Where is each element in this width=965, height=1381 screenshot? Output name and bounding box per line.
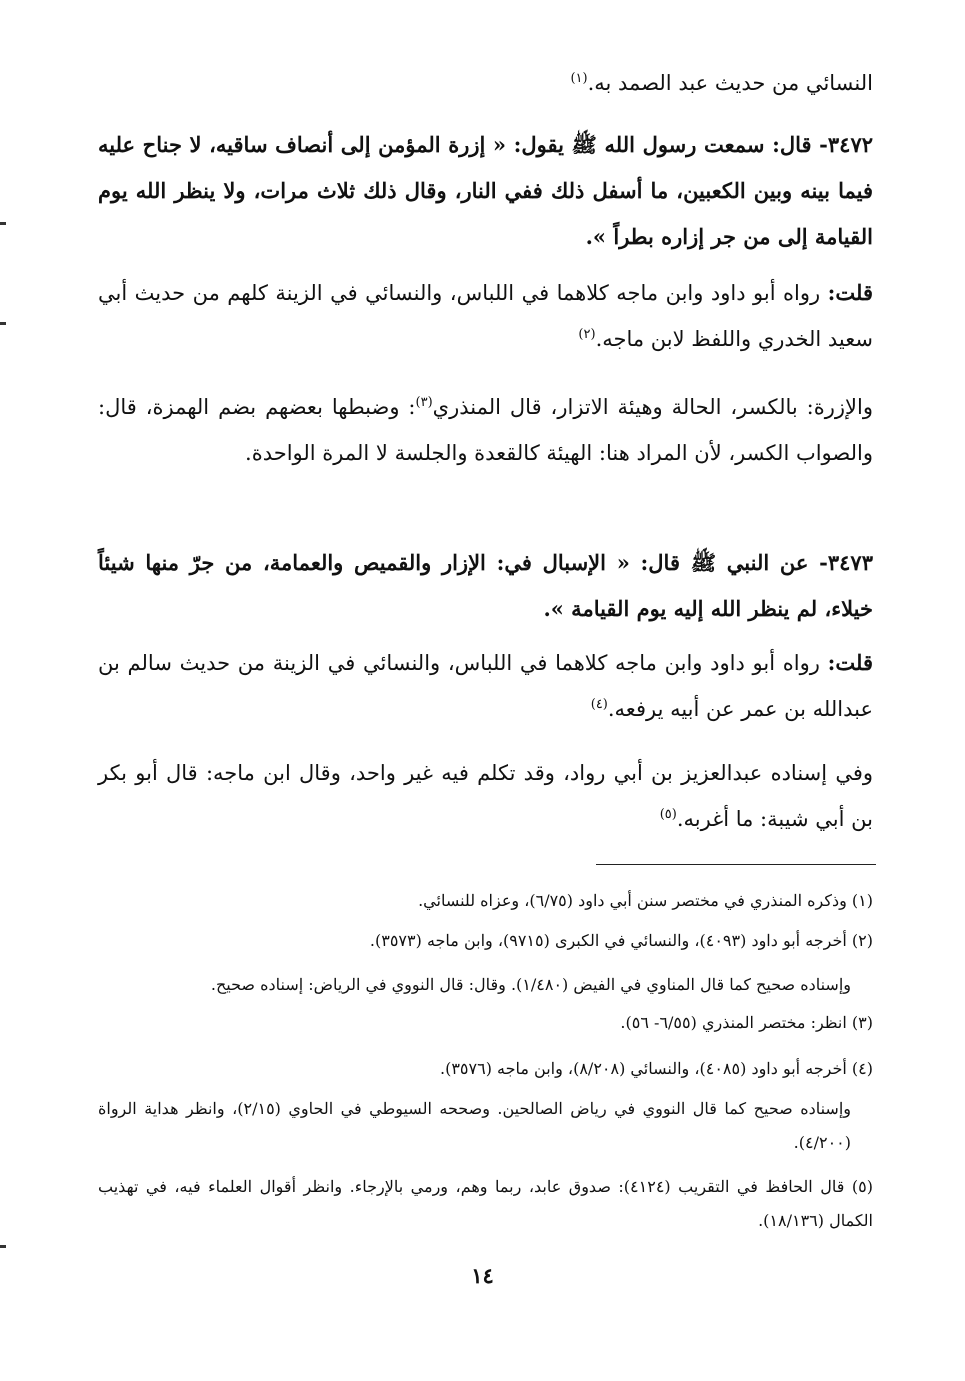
qultu-label: قلت: <box>827 650 873 675</box>
hadith-3472 <box>98 122 873 260</box>
isnad-note: وفي إسناده عبدالعزيز بن أبي رواد، وقد تكلم فيه غير واحد، وقال ابن ماجه: قال أبو بكر بن أبي شيبة: ما أغربه.$^{(٥)}$ <box>98 761 873 831</box>
footnote-ref-4: (٤) <box>590 697 608 712</box>
hadith-number: ٣٤٧٢- <box>819 132 874 157</box>
commentary-3472 <box>98 270 873 362</box>
commentary-text: رواه أبو داود وابن ماجه كلاهما في اللباس، والنسائي في الزينة من حديث سالم بن عبدالله بن عمر عن أبيه يرفعه. <box>98 651 873 721</box>
commentary-text: رواه أبو داود وابن ماجه كلاهما في اللباس، والنسائي في الزينة كلهم من حديث أبي سعيد الخدري واللفظ لابن ماجه. <box>98 281 873 351</box>
hadith-text: قال: سمعت رسول الله ﷺ يقول: « إزرة المؤمن إلى أنصاف ساقيه، لا جناح عليه فيما بينه وبين الكعبين، ما أسفل ذلك ففي النار، وقال ذلك ثلاث مرات، ولا ينظر الله يوم القيامة إلى من جر إزاره بطراً ». <box>98 132 873 249</box>
footnote-ref-1: (١) <box>570 71 588 86</box>
footnote-ref-2: (٢) <box>578 327 596 342</box>
footnote-4-note: وإسناده صحيح كما قال النووي في رياض الصالحين. وصححه السيوطي في الحاوي (٢/١٥)، وانظر هداية الرواة (٤/٢٠٠). <box>98 1099 852 1152</box>
paragraph-continuation: النسائي من حديث عبد الصمد به.$^{(١)}$ <box>570 71 873 95</box>
hadith-number: ٣٤٧٣- <box>819 550 873 575</box>
footnote-3: (٣) انظر: مختصر المنذري (٦/٥٥- ٥٦). <box>620 1013 873 1032</box>
footnote-4: (٤) أخرجه أبو داود (٤٠٨٥)، والنسائي (٨/٢٠٨)، وابن ماجه (٣٥٧٦). <box>440 1059 873 1078</box>
footnote-2: (٢) أخرجه أبو داود (٤٠٩٣)، والنسائي في الكبرى (٩٧١٥)، وابن ماجه (٣٥٧٣). <box>369 931 873 950</box>
commentary-3473 <box>98 640 873 732</box>
footnote-2-note: وإسناده صحيح كما قال المناوي في الفيض (١/٤٨٠). وقال: قال النووي في الرياض: إسناده صحيح. <box>210 975 851 994</box>
scan-edge-mark <box>0 222 6 225</box>
hadith-3473 <box>98 540 873 632</box>
page-number: ١٤ <box>471 1263 494 1288</box>
footnote-5: (٥) قال الحافظ في التقريب (٤١٢٤): صدوق عابد، ربما وهم، ورمي بالإرجاء. وانظر أقوال العلماء فيه، في تهذيب الكمال (١٨/١٣٦). <box>98 1177 874 1230</box>
footnote-separator <box>596 864 876 865</box>
hadith-text: عن النبي ﷺ قال: « الإسبال في: الإزار والقميص والعمامة، من جرّ منها شيئاً خيلاء، لم ينظر الله إليه يوم القيامة ». <box>98 550 873 621</box>
qultu-label: قلت: <box>827 280 873 305</box>
scan-edge-mark <box>0 1245 6 1248</box>
footnote-ref-3: (٣) <box>415 395 433 410</box>
explanation-izra: والإزرة: بالكسر، الحالة وهيئة الاتزار، قال المنذري$^{(٣)}$: وضبطها بعضهم بضم الهمزة، قال: والصواب الكسر، لأن المراد هنا: الهيئة كالقعدة والجلسة لا المرة الواحدة. <box>98 395 873 465</box>
footnote-ref-5: (٥) <box>659 807 677 822</box>
footnote-1: (١) وذكره المنذري في مختصر سنن أبي داود (٦/٧٥)، وعزاه للنسائي. <box>418 891 873 910</box>
scan-edge-mark <box>0 322 6 325</box>
